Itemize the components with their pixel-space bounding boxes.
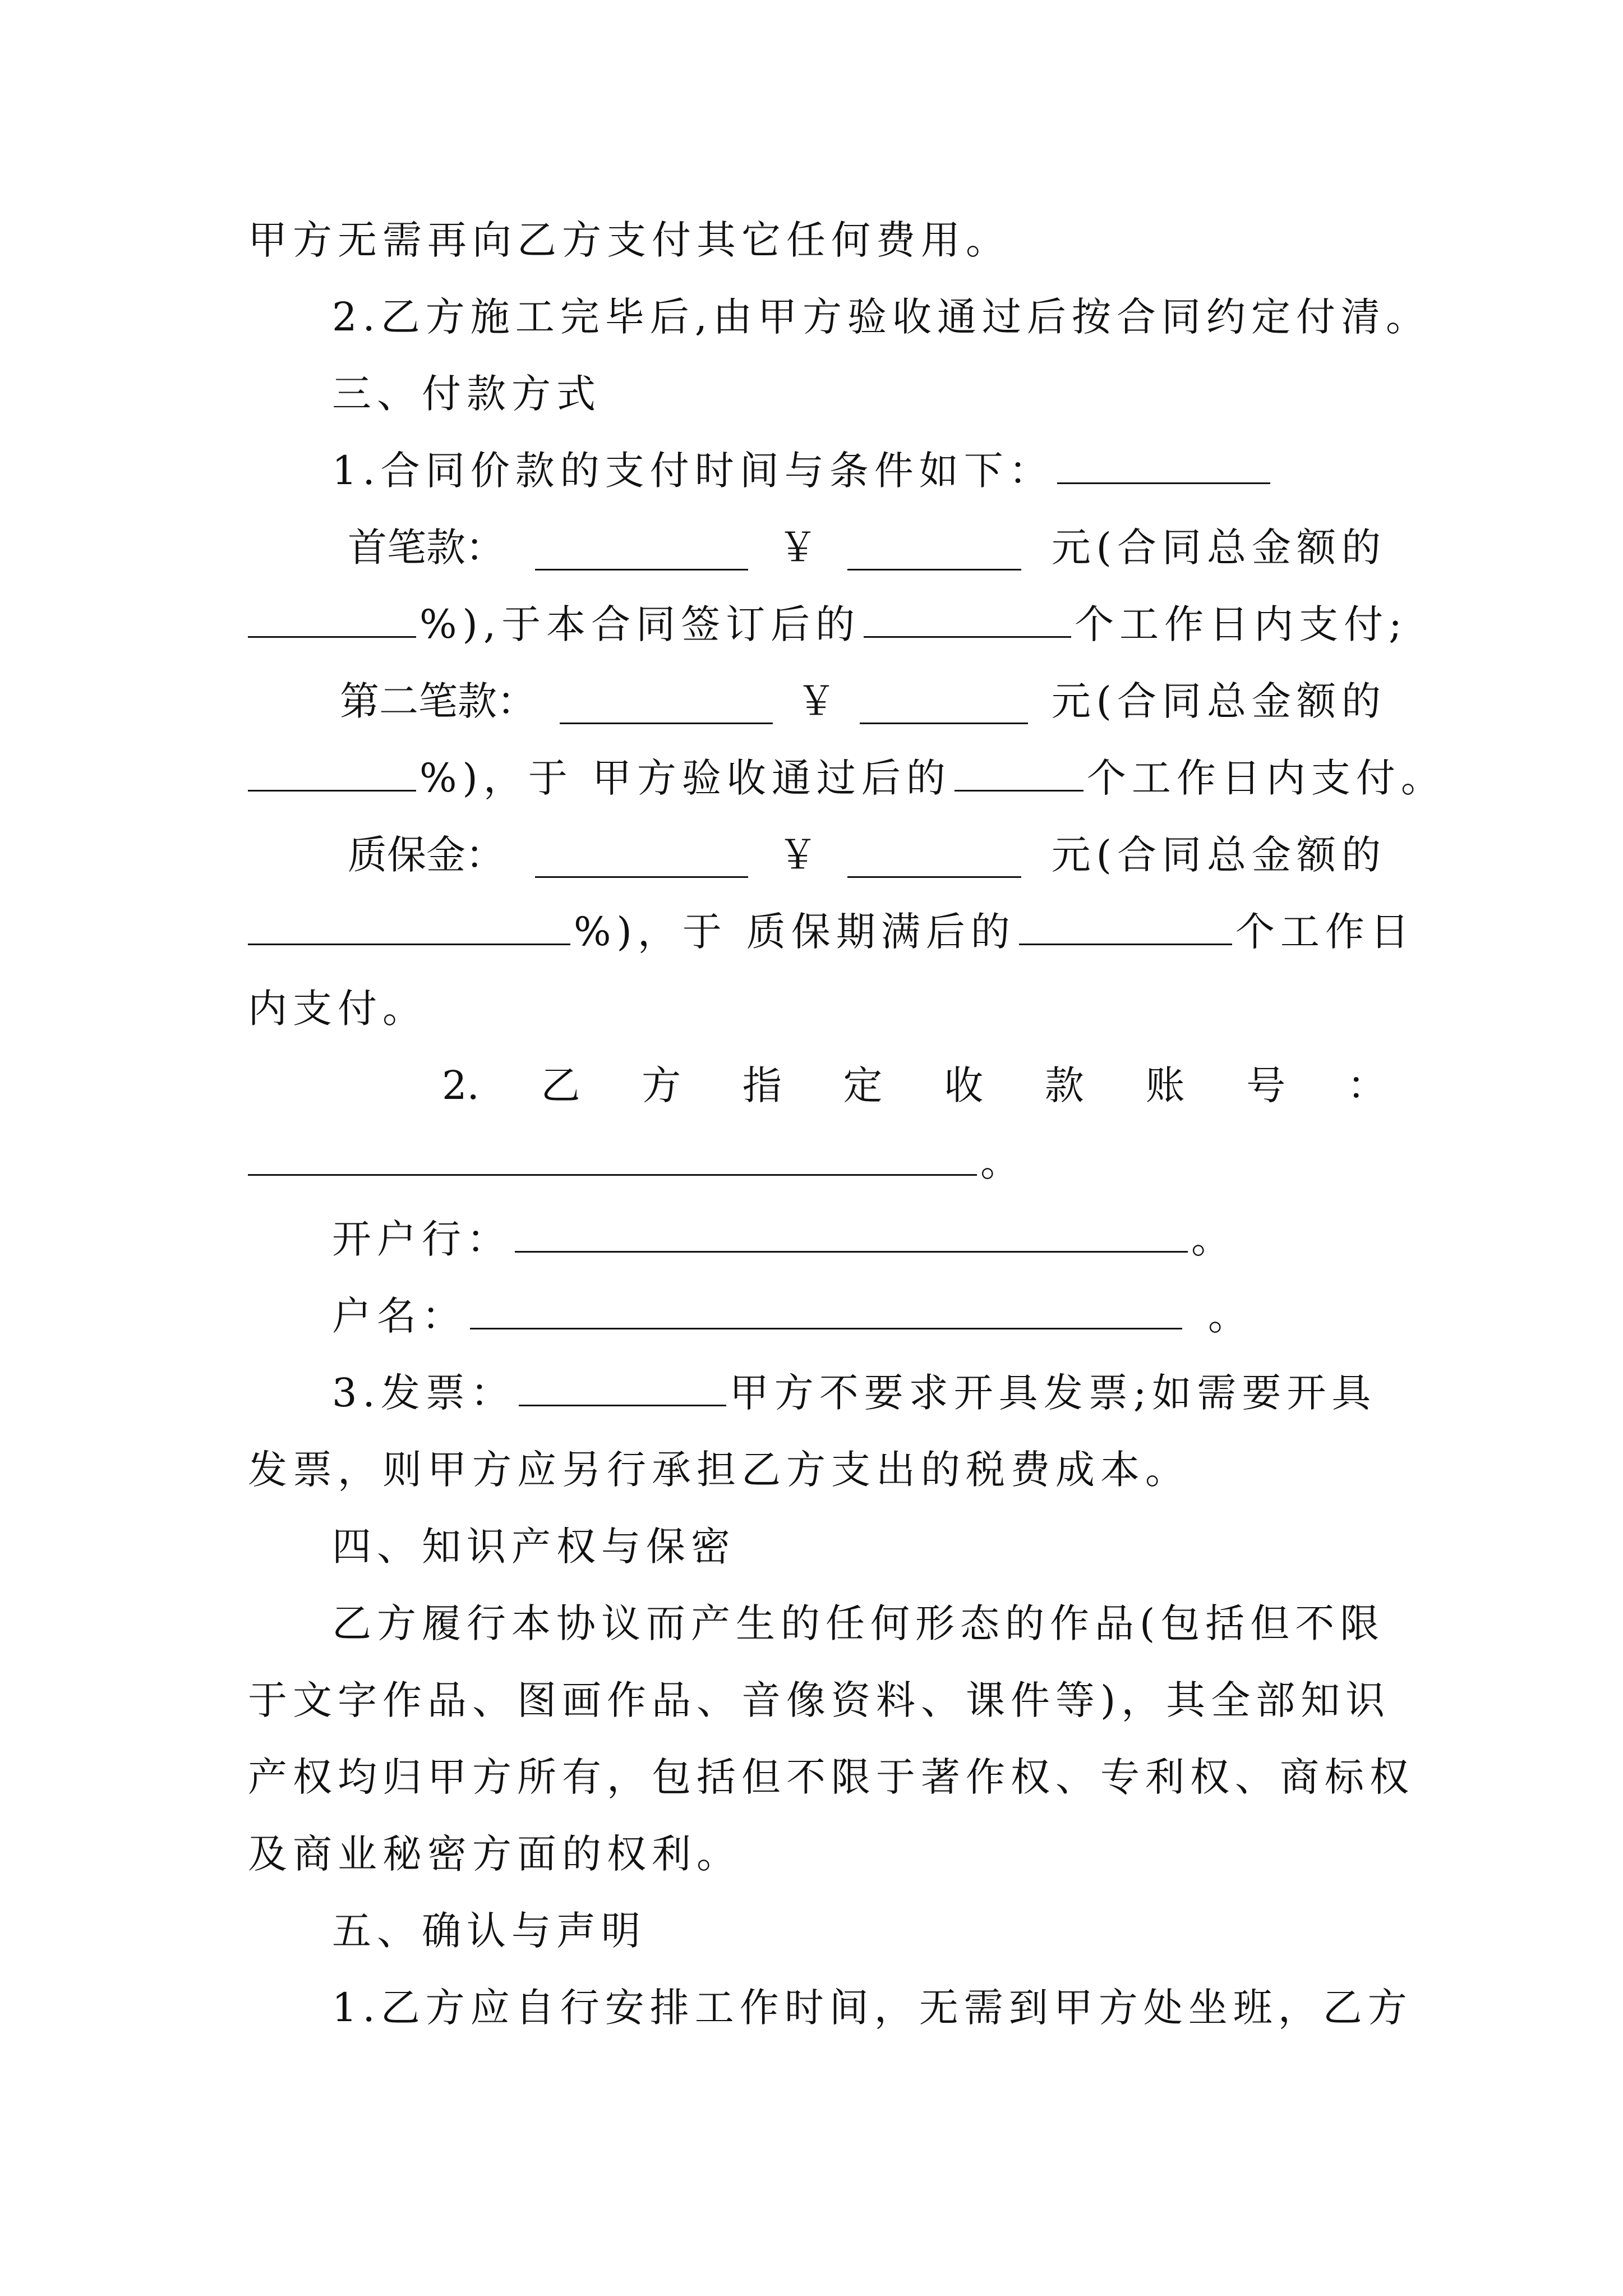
paragraph-line: 内支付。 [248,986,427,1032]
fill-blank[interactable] [955,746,1083,792]
paragraph-line: %),于本合同签订后的 个工作日内支付; [248,586,1386,662]
fill-blank[interactable] [560,679,773,724]
fill-blank[interactable] [860,679,1028,724]
paragraph-line: 于文字作品、图画作品、音像资料、课件等)，其全部知识 [248,1677,1391,1723]
invoice-line: 3.发票： 甲方不要求开具发票;如需要开具 [332,1355,1386,1431]
bank-line: 开户行： 。 [332,1201,1386,1277]
account-number-blank[interactable] [248,1130,977,1176]
account-name-line: 户名： 。 [332,1278,1386,1354]
fill-blank[interactable] [248,746,416,792]
payment-line-warranty: 质保金： ￥ 元(合同总金额的 [348,832,1386,878]
section-heading: 五、确认与声明 [332,1908,646,1954]
fill-blank[interactable] [535,832,748,878]
paragraph-line: 1.合同价款的支付时间与条件如下： [332,432,1386,509]
paragraph-line: 。 [248,1124,1386,1200]
paragraph-line: 1.乙方应自行安排工作时间，无需到甲方处坐班，乙方 [332,1985,1413,2031]
bank-blank[interactable] [515,1207,1188,1253]
account-name-blank[interactable] [470,1284,1182,1329]
payment-line-first: 首笔款： ￥ 元(合同总金额的 [348,524,1386,570]
paragraph-line: 及商业秘密方面的权利。 [248,1831,741,1877]
paragraph-line: 甲方无需再向乙方支付其它任何费用。 [248,217,1011,263]
fill-blank[interactable] [248,592,416,638]
section-heading: 四、知识产权与保密 [332,1524,736,1570]
section-heading: 三、付款方式 [332,371,601,417]
paragraph-line: 2.乙方施工完毕后,由甲方验收通过后按合同约定付清。 [332,294,1431,340]
fill-blank[interactable] [1019,900,1232,945]
fill-blank[interactable] [864,592,1071,638]
fill-blank[interactable] [535,525,748,570]
account-number-line: 2. 乙 方 指 定 收 款 账 号 ： [442,1062,1386,1108]
fill-blank[interactable] [847,832,1021,878]
paragraph-line: 发票，则甲方应另行承担乙方支出的税费成本。 [248,1447,1190,1493]
paragraph-line: %)，于 甲方验收通过后的 个工作日内支付。 [248,740,1386,816]
payment-line-second: 第二笔款： ￥ 元(合同总金额的 [340,678,1386,724]
fill-blank[interactable] [1057,439,1270,484]
fill-blank[interactable] [847,525,1021,570]
paragraph-line: %)，于 质保期满后的 个工作日 [248,894,1386,970]
fill-blank[interactable] [519,1361,726,1406]
fill-blank[interactable] [248,900,570,945]
paragraph-line: 产权均归甲方所有，包括但不限于著作权、专利权、商标权 [248,1754,1414,1800]
paragraph-line: 乙方履行本协议而产生的任何形态的作品(包括但不限 [332,1600,1385,1646]
